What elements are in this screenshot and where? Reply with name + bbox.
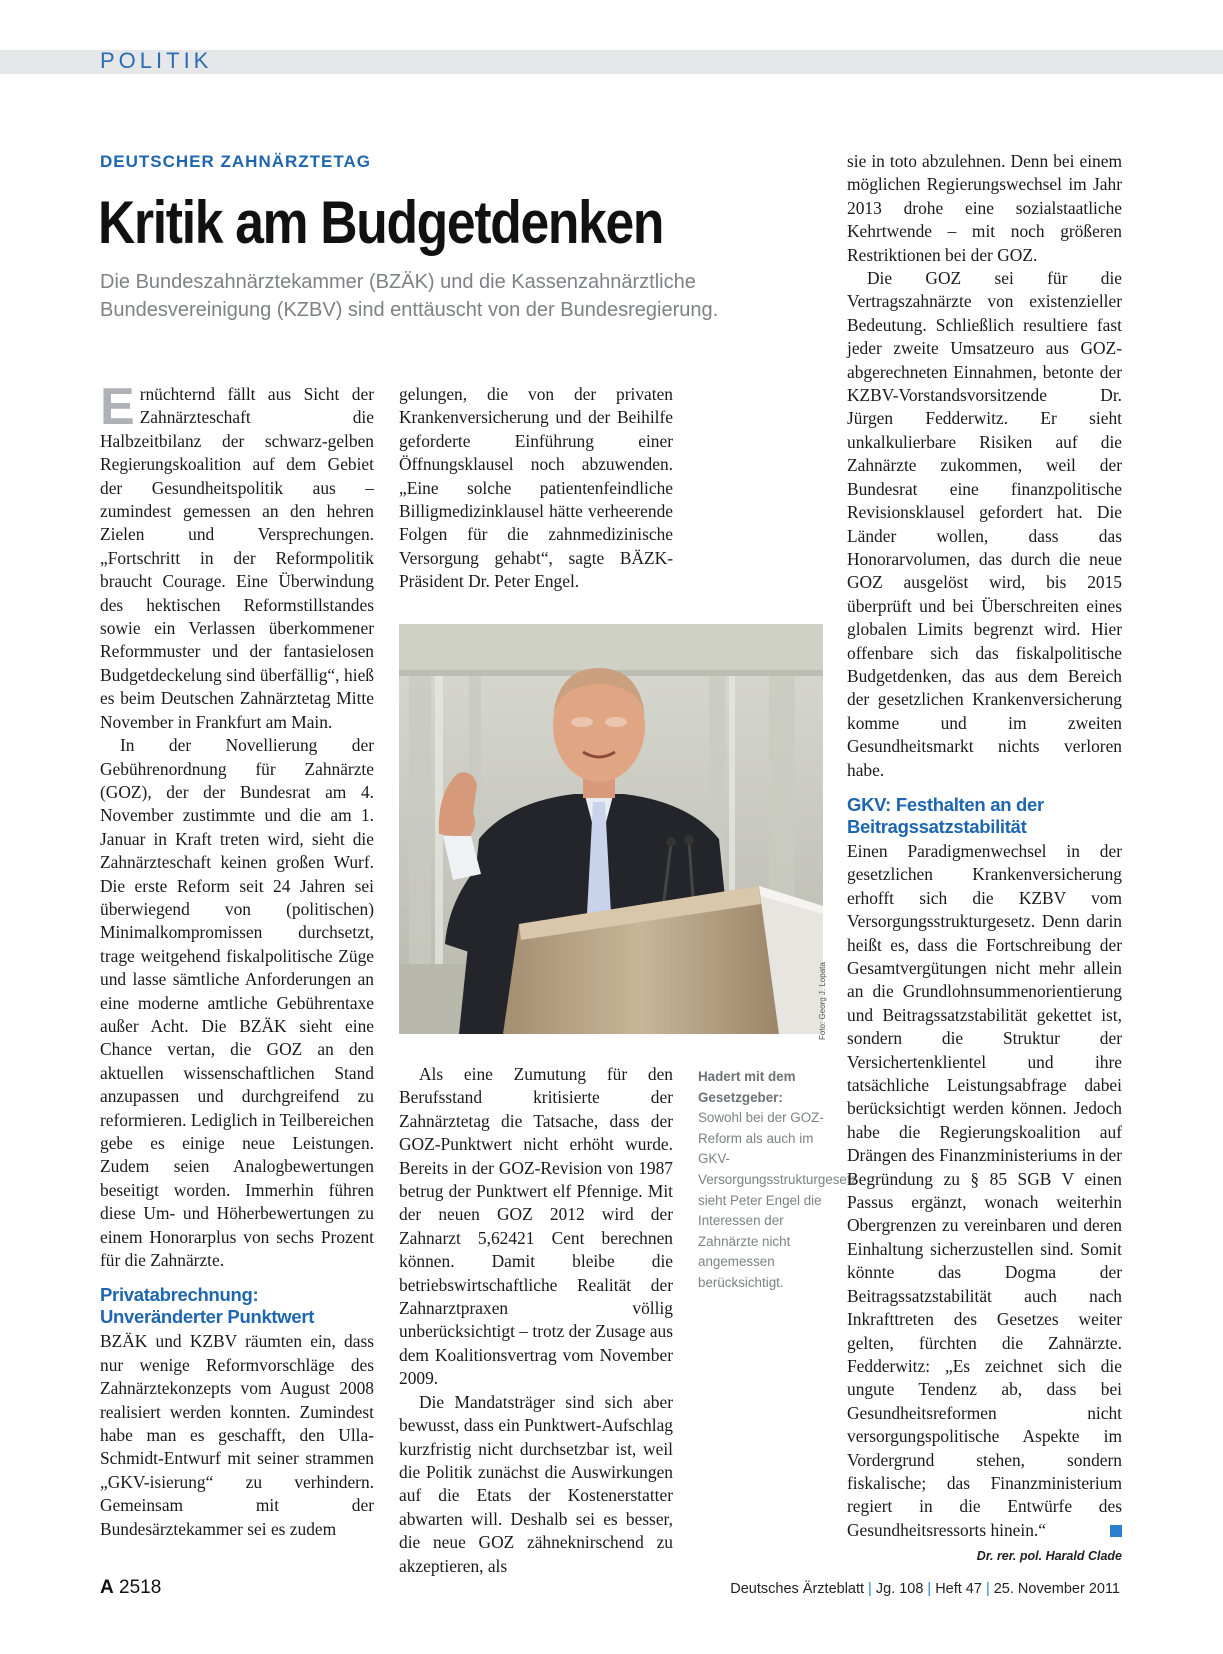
- text-column-1: [100, 378, 374, 1541]
- journal-name: Deutsches Ärzteblatt: [730, 1581, 865, 1597]
- subheading-privatabrechnung: Privatabrechnung: Unveränderter Punktwert: [100, 1284, 315, 1328]
- paragraph: In der Novellierung der Gebührenordnung für Zahnärzte (GOZ), der der Bundesrat am 4. November zustimmte und die am 1. Januar in Kraft treten wird, sieht die Zahnärzteschaft keinen großen Wurf. Die erste Reform seit 24 Jahren sei überwiegend von (politischen) Minimalkompromissen durchsetzt, trage weitgehend fiskalpolitische Züge und lasse sämtliche Anforderungen an eine moderne amtliche Gebührentaxe außer Acht. Die BZÄK sieht eine Chance vertan, die GOZ an den aktuellen wissenschaftlichen Stand anzupassen und durchgreifend zu reformieren. Lediglich in Teilbereichen gebe es einige neue Leistungen. Zudem seien Analogbewertungen beseitigt worden. Immerhin führen diese Um- und Höherbewertungen zu einem Honorarplus von sechs Prozent für die Zahnärzte.: [100, 735, 374, 1271]
- paragraph-text: Einen Paradigmenwechsel in der gesetzlichen Krankenversicherung erhofft sich die KZBV vom Versorgungsstrukturgesetz. Denn darin heißt es, dass die Fortschreibung der Gesamtvergütungen nicht mehr allein an die Grundlohnsummenorientierung und Beitragssatzstabilität gekettet ist, sondern die Struktur der Versichertenklientel und ihre tatsächliche Leistungsabfrage dabei berücksichtigt werden können. Jedoch habe die Regierungskoalition auf Drängen des Finanzministeriums in der Begründung zu § 85 SGB V einen Passus ergänzt, wonach weiterhin Obergrenzen zu vereinbaren und deren Einhaltung sicherzustellen sind. Somit könnte das Dogma der Beitragssatzstabilität auch nach Inkrafttreten des Gesetzes weiter gelten, fürchten die Zahnärzte. Fedderwitz: „Es zeichnet sich die ungute Tendenz ab, dass bei Gesundheitsreformen nicht versorgungspolitische Aspekte im Vordergrund stehen, sondern fiskalische; das Finanzministerium regiert in die Entwürfe des Gesundheitsressorts hinein.“: [847, 840, 1122, 1540]
- subheading-gkv: GKV: Festhalten an der Beitragssatzstabilität: [847, 793, 1044, 837]
- caption-title: Hadert mit dem Gesetzgeber:: [698, 1069, 796, 1105]
- separator: |: [927, 1581, 932, 1597]
- separator: |: [985, 1581, 990, 1597]
- drop-cap: E: [100, 378, 135, 436]
- page-letter: A: [100, 1577, 114, 1598]
- speaker-at-podium-photo: [399, 624, 823, 1034]
- journal-date: 25. November 2011: [993, 1581, 1120, 1597]
- paragraph: BZÄK und KZBV räumten ein, dass nur wenige Reformvorschläge des Zahnärztekonzepts vom August 2008 realisiert werden konnten. Zumindest habe man es geschafft, den Ulla-Schmidt-Entwurf mit seiner strammen „GKV-isierung“ zu verhindern. Gemeinsam mit der Bundesärztekammer sei es zudem: [100, 1331, 374, 1539]
- journal-volume: Jg. 108: [875, 1581, 924, 1597]
- end-mark-icon: [1110, 1525, 1122, 1537]
- rubric-label: POLITIK: [100, 48, 213, 73]
- page-number: [100, 1577, 161, 1599]
- article-author: Dr. rer. pol. Harald Clade: [976, 1549, 1122, 1564]
- paragraph-text: rnüchternd fällt aus Sicht der Zahnärzteschaft die Halbzeitbilanz der schwarz-gelben Regierungskoalition auf dem Gebiet der Gesundheitspolitik aus – zumindest gemessen an den hehren Zielen und Versprechungen. „Fortschritt in der Reformpolitik braucht Courage. Eine Überwindung des hektischen Reformstillstandes sowie ein Verlassen überkommener Reformmuster und der fantasielosen Budgetdeckelung sind überfällig“, hieß es beim Deutschen Zahnärztetag Mitte November in Frankfurt am Main.: [100, 384, 374, 732]
- text-column-2-top: [399, 383, 673, 594]
- paragraph: [100, 378, 374, 734]
- footer-publication-info: [730, 1581, 1120, 1597]
- paragraph: [847, 840, 1122, 1542]
- text-column-2-bottom: [399, 1063, 673, 1578]
- photo-credit: Foto: Georg J. Lopata: [818, 962, 827, 1040]
- paragraph: Die GOZ sei für die Vertragszahnärzte von existenzieller Bedeutung. Schließlich resultiere fast jeder zweite Umsatzeuro aus GOZ-abgerechneten Einnahmen, betonte der KZBV-Vorstandsvorsitzende Dr. Jürgen Fedderwitz. Er sieht unkalkulierbare Risiken auf die Zahnärzte zukommen, weil der Bundesrat eine finanzpolitische Revisionsklausel gefordert hat. Die Länder wollen, dass das Honorarvolumen, das durch die neue GOZ ausgelöst wird, bis 2015 überprüft und bei Überschreiten eines globalen Limits begrenzt wird. Hier offenbare sich das fiskalpolitische Budgetdenken, das aus dem Bereich der gesetzlichen Krankenversicherung komme und im zweiten Gesundheitsmarkt nichts verloren habe.: [847, 268, 1122, 780]
- article-headline: Kritik am Budgetdenken: [98, 189, 664, 256]
- page-number-value: 2518: [119, 1577, 162, 1598]
- paragraph: sie in toto abzulehnen. Denn bei einem möglichen Regierungswechsel im Jahr 2013 drohe eine sozialstaatliche Kehrtwende – mit noch größeren Restriktionen bei der GOZ.: [847, 151, 1122, 265]
- paragraph: Als eine Zumutung für den Berufsstand kritisierte der Zahnärztetag die Tatsache, dass der GOZ-Punktwert nicht erhöht wurde. Bereits in der GOZ-Revision von 1987 betrug der Punktwert elf Pfennige. Mit der neuen GOZ 2012 wird der Zahnarzt 5,62421 Cent berechnen können. Damit bleibe die betriebswirtschaftliche Realität der Zahnarztpraxen völlig unberücksichtigt – trotz der Zusage aus dem Koalitionsvertrag vom November 2009.: [399, 1064, 673, 1389]
- photo-caption: [698, 1067, 858, 1294]
- article-photo: [399, 624, 823, 1034]
- journal-issue: Heft 47: [935, 1581, 982, 1597]
- separator: |: [868, 1581, 872, 1597]
- article-kicker: DEUTSCHER ZAHNÄRZTETAG: [100, 152, 372, 171]
- paragraph: gelungen, die von der privaten Krankenversicherung und der Beihilfe geforderte Einführung einer Öffnungsklausel noch abzuwenden. „Eine solche patientenfeindliche Billigmedizinklausel hätte verheerende Folgen für die zahnmedizinische Versorgung gehabt“, sagte BÄZK-Präsident Dr. Peter Engel.: [399, 384, 673, 592]
- caption-text: Sowohl bei der GOZ-Reform als auch im GKV-Versorgungsstrukturgesetz sieht Peter Engel die Interessen der Zahnärzte nicht angemessen berücksichtigt.: [698, 1110, 858, 1290]
- paragraph: Die Mandatsträger sind sich aber bewusst, dass ein Punktwert-Aufschlag kurzfristig nicht durchsetzbar ist, weil die Politik zunächst die Auswirkungen auf die Etats der Kostenerstatter abwarten will. Deshalb sei es besser, die neue GOZ zähneknirschend zu akzeptieren, als: [399, 1391, 673, 1576]
- text-column-3: [847, 150, 1122, 1569]
- article-lead: Die Bundeszahnärztekammer (BZÄK) und die Kassenzahnärztliche Bundesvereinigung (KZBV) sind enttäuscht von der Bundesregierung.: [100, 271, 719, 321]
